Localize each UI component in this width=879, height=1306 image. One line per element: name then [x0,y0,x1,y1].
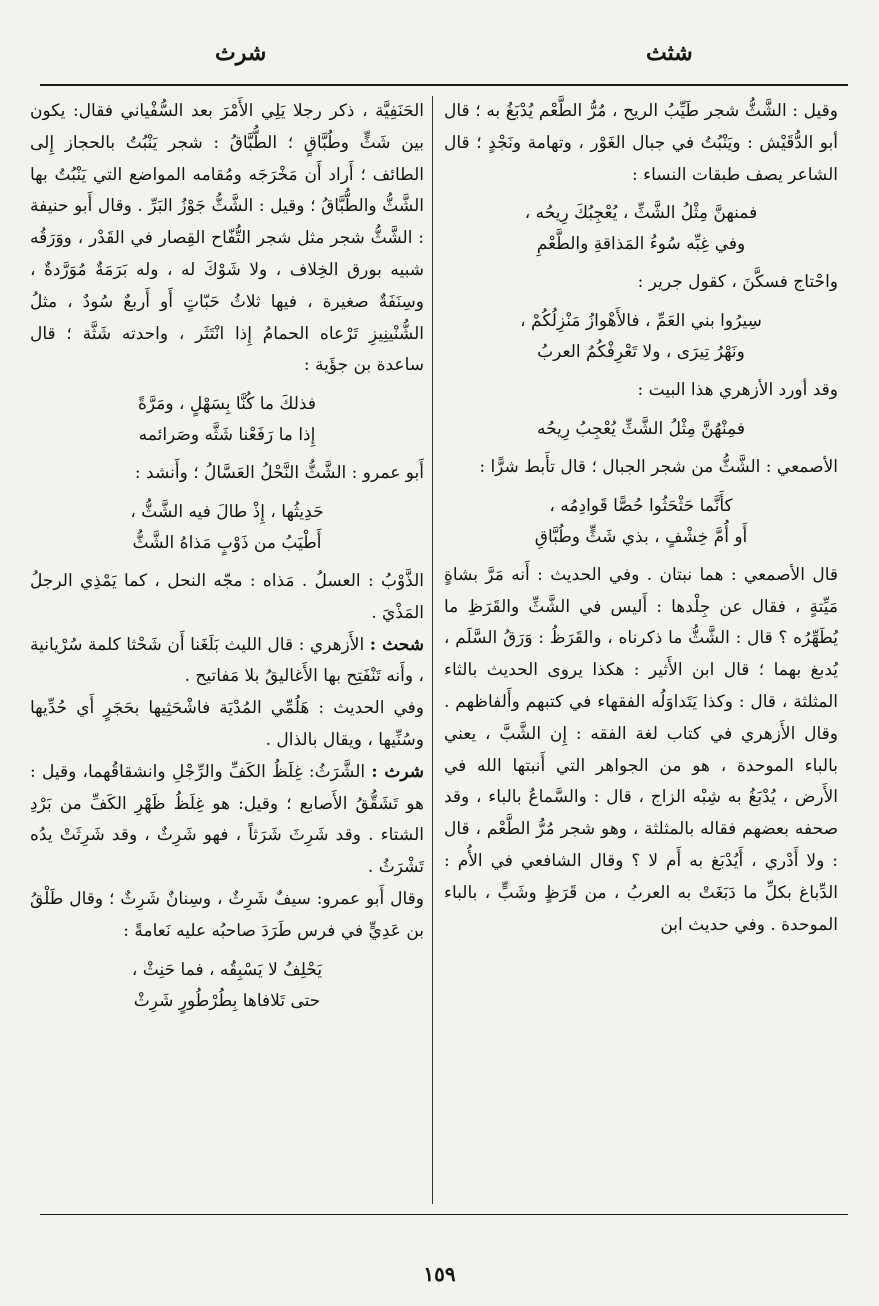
paragraph-text: وقال أَبو عمرو: سيفٌ شَرِثٌ ، وسِنانٌ شَرِثٌ ؛ وقال طَلْقُ بن عَدِيٍّ في فرس طَرَدَ صاحبُه عليه نَعامةً : [30,888,424,941]
paragraph [30,96,424,382]
entry-headword: شرث : [371,761,425,782]
paragraph-text: الأَزهري : قال الليث بَلَغَنا أَن شَحْثا كلمة سُرْيانية ، وأَنه تَنْفَتِح بها الأَغاليقُ بلا مَفاتيح . [30,634,424,687]
verse-line: ونَهْرُ تِيرَى ، ولا تَعْرِفْكُمُ العربُ [537,342,745,363]
header-word-left: شرث [215,40,267,66]
verse [30,497,424,559]
header-rule [40,84,848,86]
verse-line: فمنهنَّ مِثْلُ الشَّثِّ ، يُعْجِبُكَ رِيحُه ، [524,203,758,224]
verse-line: حَدِيثُها ، إِذْ طالَ فيه الشَّثُّ ، [130,501,324,522]
verse-line: كأَنَّما حَثْحَثُوا حُصًّا قَوادِمُه ، [549,495,733,516]
paragraph [30,630,424,694]
verse [444,491,838,553]
verse [444,414,838,445]
paragraph [30,884,424,948]
paragraph-text: الشَّرَثُ: غِلَظُ الكَفِّ والرِّجْلِ وانشقاقُهما، وقيل : هو تَشَقُّقُ الأَصابع ؛ وقيل: هو غِلَظُ ظَهْرِ الكَفِّ من بَرْدِ الشتاء . وقد شَرِثَ شَرَثاً ، فهو شَرِثٌ ، وقد شَرِثَتْ يدُه تَشْرَثُ . [30,761,424,878]
left-column [30,96,424,1024]
verse [444,306,838,368]
verse [30,955,424,1017]
paragraph-text: الأصمعي : الشَّثُّ من شجر الجبال ؛ قال تأَبط شرًّا : [479,456,838,477]
verse-line: أَطْيَبُ من ذَوْبٍ مَذاهُ الشَّثُّ [132,532,322,553]
paragraph [444,96,838,191]
paragraph-text: واحْتاج فسكَّنَ ، كقول جرير : [637,272,838,293]
paragraph-text: وقد أورد الأزهري هذا البيت : [637,380,838,401]
verse-line: فمِنْهُنَّ مِثْلُ الشَّثِّ يُعْجِبُ رِيحُه [537,418,745,439]
paragraph [444,560,838,942]
paragraph-text: الحَنَفِيَّة ، ذكر رجلا يَلِي الأَمْرَ بعد السُّفْياني فقال: يكون بين شَثٍّ وطُبَّاقٍ ؛ الطُّبَّاقُ : شجر يَنْبُتُ بالحجاز إِلى الطائف ؛ أَراد أَن مَخْرَجَه ومُقامه المواضع التي يَنْبُتُ بها الشَّثُّ والطُّبَّاقُ ؛ وقيل : الشَّثُّ جَوْزُ البَرِّ . وقال أَبو حنيفة : الشَّثُّ شجر مثل شجر التُّفّاح القِصار في القَدْر ، ووَرَقُه شبيه بورق الخِلاف ، ولا شَوْكَ له ، وله بَرَمَةٌ مُوَرَّدةٌ ، وسِنَفَةٌ صغيرة ، فيها ثلاثُ حَبّاتٍ أَو أَربعٌ سُودٌ ، مثلُ الشُّنْينِيزِ تَرْعاه الحمامُ إِذا انْتَثَر ، واحدته شَثَّة ؛ قال ساعدة بن جؤَية : [30,101,424,376]
paragraph-text: أَبو عمرو : الشَّثُّ النَّحْلُ العَسَّالُ ؛ وأَنشد : [134,463,424,484]
paragraph [444,375,838,407]
paragraph [444,452,838,484]
right-column [444,96,838,941]
footer-rule [40,1214,848,1215]
verse-line: حتى تَلافاها بِطُرْطُورٍ شَرِثْ [133,990,321,1011]
paragraph [30,693,424,757]
verse-line: يَحْلِفُ لا يَسْبِقُه ، فما حَنِثْ ، [131,959,323,980]
verse-line: أَو أُمَّ خِشْفٍ ، بذي شَثٍّ وطُبَّاقِ [534,526,748,547]
paragraph-text: قال الأصمعي : هما نبتان . وفي الحديث : أَنه مَرَّ بشاةٍ مَيِّتةٍ ، فقال عن جِلْدها : أَليس في الشَّثِّ والقَرَظِ ما يُطَهِّرُه ؟ قال : الشَّثُّ ما ذكرناه ، والقَرَظُ : وَرَقُ السَّلَم ، يُدبغ بهما ؛ قال ابن الأَثير : هكذا يروى الحديث بالثاء المثلثة ، قال : وكذا يَتَداوَلُه الفقهاء في كتبهم وأَلفاظهم . وقال الأَزهري في كتاب لغة الفقه : إِن الشَّبَّ ، يعني بالباء الموحدة ، هو من الجواهر التي أَنبتها الله في الأَرض ، يُدْبَغُ به شِبْه الزاج ، قال : والسَّماعُ بالباء ، وقد صحفه بعضهم فقاله بالمثلثة ، وهو شجر مُرُّ الطَّعْم ، قال : ولا أَدْري ، أَيُدْبَغ به أَم لا ؟ وقال الشافعي في الأُم : الدِّباغ بكلِّ ما دَبَغَتْ به العربُ ، من قَرَظٍ وشَبٍّ ، بالباء الموحدة . وفي حديث ابن [444,564,838,935]
verse-line: وفي غِبِّه سُوءُ المَذاقةِ والطَّعْمِ [536,234,746,255]
verse [30,389,424,451]
header-word-right: شثث [646,40,693,66]
page-number: ١٥٩ [423,1262,456,1286]
verse-line: فذلكَ ما كُنَّا بِسَهْلٍ ، ومَرَّةً [138,394,316,415]
paragraph [444,267,838,299]
verse-line: إِذا ما رَفَعْنا شَثَّه وصَرائمه [138,425,316,446]
paragraph-text: الذَّوْبُ : العسلُ . مَذاه : مجّه النحل ، كما يَمْذِي الرجلُ المَذْيَ . [30,570,424,623]
column-divider [432,96,433,1204]
paragraph [30,566,424,630]
verse [444,198,838,260]
paragraph [30,458,424,490]
entry-headword: شحث : [369,634,425,655]
paragraph-text: وفي الحديث : هَلُمِّي المُدْيَة فاشْحَثِيها بحَجَرٍ أَي حُدِّيها وسُنِّيها ، ويقال بالذال . [30,698,424,750]
paragraph [30,757,424,884]
paragraph-text: وقيل : الشَّثُّ شجر طَيِّبُ الريح ، مُرُّ الطَّعْم يُدْبَغُ به ؛ قال أبو الدُّقَيْش : ويَنْبُتُ في جبال الغَوْر ، وتهامة ونَجْدٍ ؛ قال الشاعر يصف طبقات النساء : [444,101,838,185]
verse-line: سِيرُوا بني العَمِّ ، فالأَهْوازُ مَنْزِلُكُمْ ، [520,311,762,332]
